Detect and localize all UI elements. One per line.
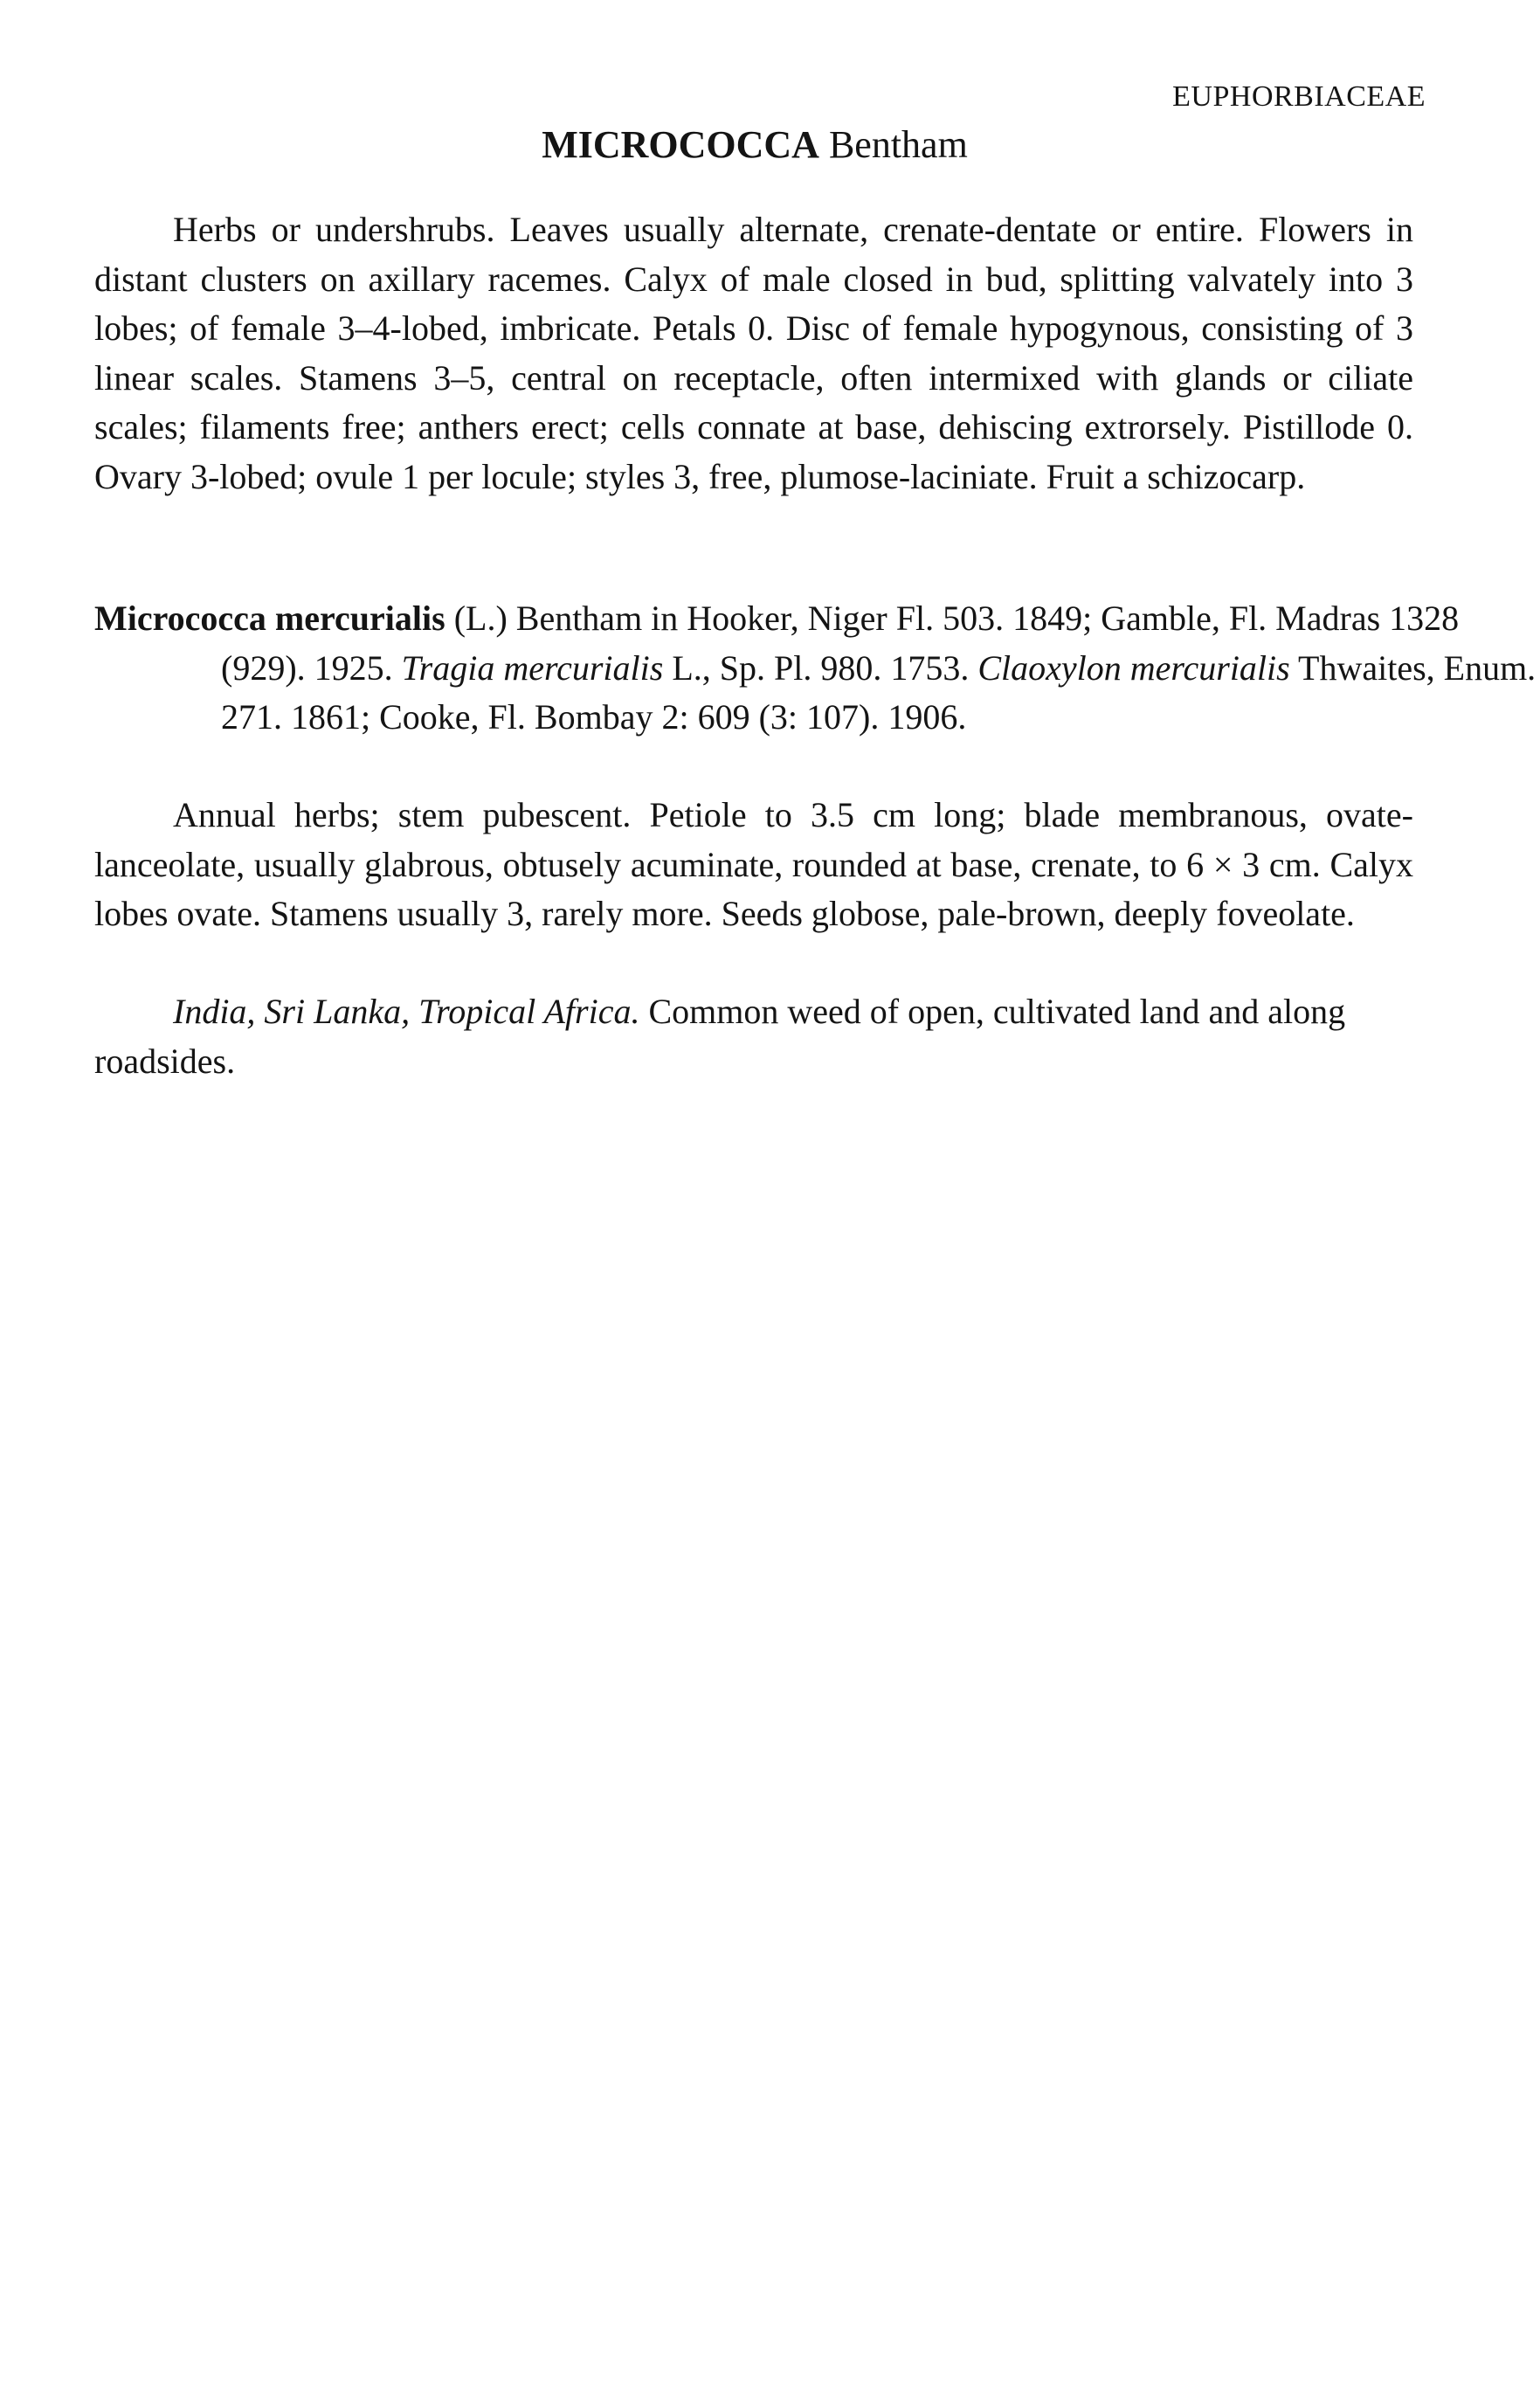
species-citation-primary: (L.) Bentham in Hooker, Niger Fl. 503. 1849; Gamble, Fl. Madras 1328 (929). 1925. (221, 599, 1460, 688)
species-name: Micrococca mercurialis (94, 599, 445, 638)
synonym-1-citation: L., Sp. Pl. 980. 1753. (672, 647, 970, 688)
species-description: Annual herbs; stem pubescent. Petiole to 3.5 cm long; blade membranous, ovate-lanceolate, usually glabrous, obtusely acuminate, rounded at base, crenate, to 6 × 3 cm. Calyx lobes ovate. Stamens usually 3, rarely more. Seeds globose, pale-brown, deeply foveolate. (94, 795, 1413, 933)
synonym-1-name: Tragia mercurialis (401, 647, 664, 688)
genus-description: Herbs or undershrubs. Leaves usually alternate, crenate-dentate or entire. Flowers in distant clusters on axillary racemes. Calyx of male closed in bud, splitting valvately into 3 lobes; of female 3–4-lobed, imbricate. Petals 0. Disc of female hypogynous, consisting of 3 linear scales. Stamens 3–5, central on receptacle, often intermixed with glands or ciliate scales; filaments free; anthers erect; cells connate at base, dehiscing extrorsely. Pistillode 0. Ovary 3-lobed; ovule 1 per locule; styles 3, free, plumose-laciniate. Fruit a schizocarp. (94, 210, 1413, 496)
synonym-2-citation: Thwaites, Enum. 271. 1861; Cooke, Fl. Bombay 2: 609 (3: 107). 1906. (221, 647, 1537, 737)
habitat-note: Common weed of open, cultivated land and along roadsides. (94, 992, 1346, 1081)
species-distribution (94, 987, 1413, 1086)
synonym-2-name: Claoxylon mercurialis (977, 647, 1290, 688)
genus-author: Bentham (828, 123, 968, 166)
genus-name: MICROCOCCA (542, 123, 819, 166)
running-head-family: EUPHORBIACEAE (1172, 80, 1426, 113)
species-citation (94, 594, 1540, 743)
distribution-regions: India, Sri Lanka, Tropical Africa. (173, 992, 640, 1031)
genus-heading (0, 122, 1509, 167)
